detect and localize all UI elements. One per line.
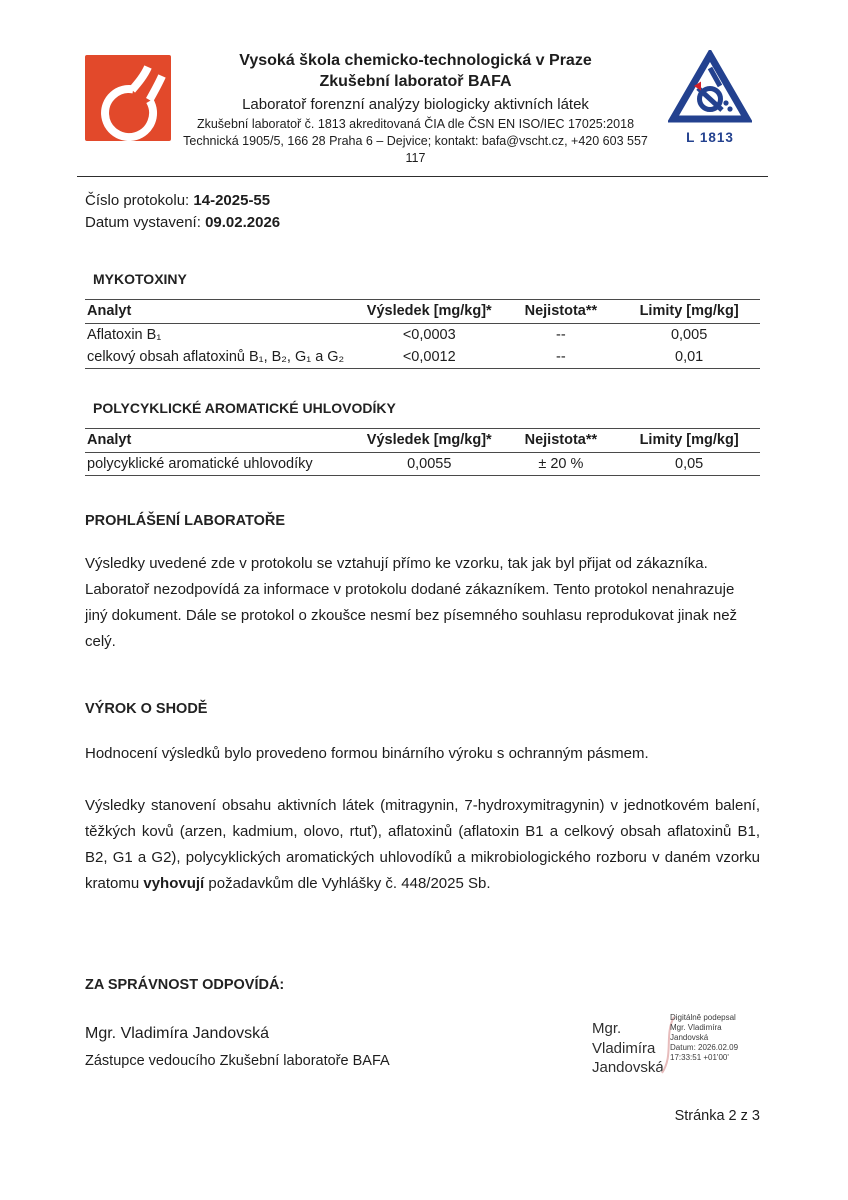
protocol-number-line xyxy=(85,190,760,212)
section-title-pau: POLYCYKLICKÉ AROMATICKÉ UHLOVODÍKY xyxy=(93,400,396,416)
protocol-number-value: 14-2025-55 xyxy=(193,192,271,209)
vysledek-cell: 0,0055 xyxy=(407,456,452,472)
section-title-vyrok: VÝROK O SHODĚ xyxy=(85,701,208,717)
prohlaseni-paragraph: Výsledky uvedené zde v protokolu se vztahují přímo ke vzorku, tak jak byl přijat od zákazníka. Laboratoř nezodpovídá za informace v protokolu dodané zákazníkem. Tento protokol nenahrazuje jiný dokument. Dále se protokol o zkoušce nesmí bez písemného souhlasu reprodukovat jinak než celý. xyxy=(85,555,738,650)
table-row xyxy=(85,453,760,476)
analyt-cell: celkový obsah aflatoxinů B₁, B₂, G₁ a G₂ xyxy=(87,349,345,365)
pau-table xyxy=(85,428,760,476)
signature-row xyxy=(85,1013,760,1076)
column-header-analyt: Analyt xyxy=(85,429,355,453)
analyt-cell: Aflatoxin B₁ xyxy=(87,327,162,343)
column-header-nejistota: Nejistota** xyxy=(504,429,619,453)
table-row xyxy=(85,346,760,369)
table-header-row xyxy=(85,300,760,324)
table-row xyxy=(85,324,760,347)
contact-line: Technická 1905/5, 166 28 Praha 6 – Dejvice; kontakt: bafa@vscht.cz, +420 603 557 117 xyxy=(183,134,648,165)
digital-signature-details: Digitálně podepsal Mgr. Vladimíra Jandovská Datum: 2026.02.09 17:33:51 +01'00' xyxy=(670,1013,739,1062)
vysledek-cell: <0,0012 xyxy=(402,349,456,365)
analyt-cell: polycyklické aromatické uhlovodíky xyxy=(87,456,313,472)
vyrok-text-before: Výsledky stanovení obsahu aktivních látek (mitragynin, 7-hydroxymitragynin) v jednotkovém balení, těžkých kovů (arzen, kadmium, olovo, rtuť), aflatoxinů (aflatoxin B1 a celkový obsah aflatoxinů B1, B2, G1 a G2), polycyklických aromatických uhlovodíků a mikrobiologického rozboru v daném vzorku kratomu xyxy=(85,797,760,892)
issue-date-line xyxy=(85,212,760,234)
column-header-analyt: Analyt xyxy=(85,300,355,324)
vscht-logo-glyph xyxy=(85,55,171,141)
section-title-responsibility: ZA SPRÁVNOST ODPOVÍDÁ: xyxy=(85,977,285,993)
column-header-vysledek: Výsledek [mg/kg]* xyxy=(355,429,504,453)
section-title-prohlaseni: PROHLÁŠENÍ LABORATOŘE xyxy=(85,513,286,529)
column-header-vysledek: Výsledek [mg/kg]* xyxy=(355,300,504,324)
mykotoxiny-table xyxy=(85,299,760,369)
signer-info xyxy=(85,1019,592,1071)
protocol-number-label: Číslo protokolu: xyxy=(85,192,190,209)
limity-cell: 0,01 xyxy=(675,349,704,365)
vyrok-text-after: požadavkům dle Vyhlášky č. 448/2025 Sb. xyxy=(204,875,491,892)
letterhead-divider xyxy=(77,176,768,177)
nejistota-cell: -- xyxy=(556,349,566,365)
digital-signature-name: Mgr. Vladimíra Jandovská xyxy=(592,1020,664,1076)
lab-full-name: Laboratoř forenzní analýzy biologicky aktivních látek xyxy=(242,96,589,113)
vyrok-paragraph-1: Hodnocení výsledků bylo provedeno formou binárního výroku s ochranným pásmem. xyxy=(85,745,649,762)
column-header-nejistota: Nejistota** xyxy=(504,300,619,324)
cia-accreditation-number: L 1813 xyxy=(686,130,734,145)
letterhead xyxy=(85,0,760,167)
nejistota-cell: -- xyxy=(556,327,566,343)
section-title-mykotoxiny: MYKOTOXINY xyxy=(93,271,187,287)
table-header-row xyxy=(85,429,760,453)
signer-name: Mgr. Vladimíra Jandovská xyxy=(85,1025,270,1042)
column-header-limity: Limity [mg/kg] xyxy=(618,300,760,324)
org-name: Vysoká škola chemicko-technologická v Praze xyxy=(239,52,592,69)
protocol-meta xyxy=(85,190,760,234)
nejistota-cell: ± 20 % xyxy=(538,456,584,472)
limity-cell: 0,05 xyxy=(675,456,704,472)
signer-role: Zástupce vedoucího Zkušební laboratoře BAFA xyxy=(85,1053,390,1069)
lab-name: Zkušební laboratoř BAFA xyxy=(319,73,512,90)
letterhead-text xyxy=(171,50,660,167)
digital-signature xyxy=(592,1013,760,1076)
column-header-limity: Limity [mg/kg] xyxy=(618,429,760,453)
vscht-logo xyxy=(85,55,171,141)
vyrok-verdict: vyhovují xyxy=(143,875,205,892)
cia-triangle-icon xyxy=(668,50,752,124)
page-indicator: Stránka 2 z 3 xyxy=(674,1108,760,1124)
issue-date-value: 09.02.2026 xyxy=(205,214,281,231)
accreditation-line: Zkušební laboratoř č. 1813 akreditovaná ČIA dle ČSN EN ISO/IEC 17025:2018 xyxy=(196,117,635,131)
cia-accreditation-mark xyxy=(660,50,760,145)
vyrok-paragraph-2 xyxy=(85,793,760,897)
vysledek-cell: <0,0003 xyxy=(402,327,456,343)
issue-date-label: Datum vystavení: xyxy=(85,214,201,231)
limity-cell: 0,005 xyxy=(670,327,708,343)
